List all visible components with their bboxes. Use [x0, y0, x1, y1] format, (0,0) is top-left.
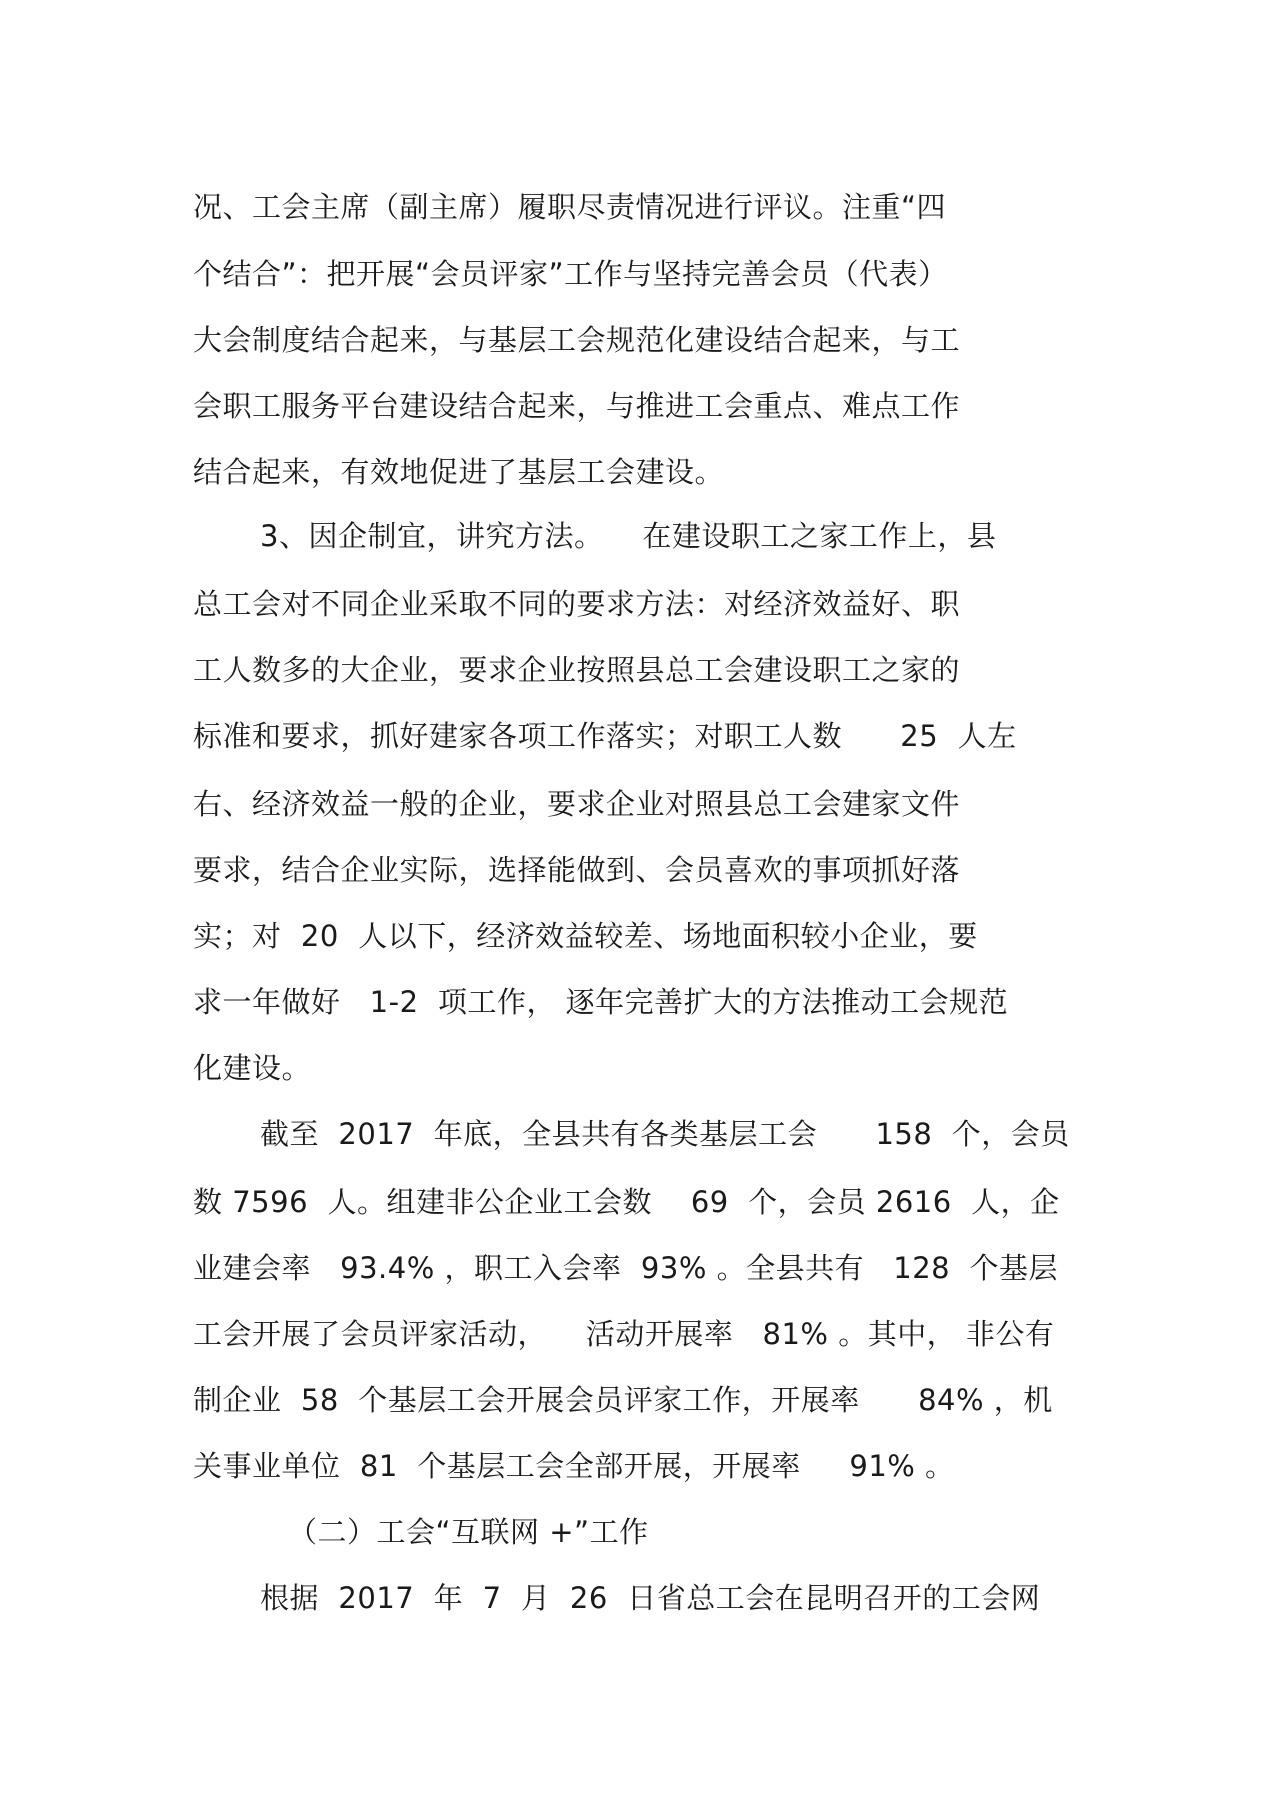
body-text-line: 工会开展了会员评家活动， 活动开展率 81% 。其中， 非公有 — [193, 1317, 1055, 1351]
body-text-line: 关事业单位 81 个基层工会全部开展，开展率 91% 。 — [193, 1449, 955, 1483]
body-text-line: 化建设。 — [193, 1051, 312, 1085]
body-text-line: 数 7596 人。组建非公企业工会数 69 个，会员 2616 人，企 — [193, 1185, 1060, 1219]
body-text-line: 业建会率 93.4% ，职工入会率 93% 。全县共有 128 个基层 — [193, 1251, 1059, 1285]
body-text-line: 右、经济效益一般的企业，要求企业对照县总工会建家文件 — [193, 787, 961, 821]
body-text-line: 制企业 58 个基层工会开展会员评家工作，开展率 84% ，机 — [193, 1383, 1053, 1417]
body-text-line: 截至 2017 年底，全县共有各类基层工会 158 个，会员 — [260, 1117, 1070, 1151]
body-text-line: 实；对 20 人以下，经济效益较差、场地面积较小企业，要 — [193, 919, 978, 953]
body-text-line: 结合起来，有效地促进了基层工会建设。 — [193, 455, 725, 489]
body-text-line: 个结合”：把开展“会员评家”工作与坚持完善会员（代表） — [193, 257, 948, 291]
body-text-line: 大会制度结合起来，与基层工会规范化建设结合起来，与工 — [193, 323, 961, 357]
body-text-line: 总工会对不同企业采取不同的要求方法：对经济效益好、职 — [193, 587, 961, 621]
section-heading-2: （二）工会“互联网 +”工作 — [288, 1515, 649, 1549]
body-text-line: 根据 2017 年 7 月 26 日省总工会在昆明召开的工会网 — [260, 1581, 1041, 1615]
body-text-line: 要求，结合企业实际，选择能做到、会员喜欢的事项抓好落 — [193, 853, 961, 887]
body-text-line: 会职工服务平台建设结合起来，与推进工会重点、难点工作 — [193, 389, 961, 423]
body-text-line: 工人数多的大企业，要求企业按照县总工会建设职工之家的 — [193, 653, 961, 687]
section-heading-3: 3、因企制宜，讲究方法。 在建设职工之家工作上，县 — [260, 519, 997, 553]
body-text-line: 求一年做好 1-2 项工作， 逐年完善扩大的方法推动工会规范 — [193, 985, 1009, 1019]
body-text-line: 标准和要求，抓好建家各项工作落实；对职工人数 25 人左 — [193, 719, 1017, 753]
body-text-line: 况、工会主席（副主席）履职尽责情况进行评议。注重“四 — [193, 190, 947, 224]
